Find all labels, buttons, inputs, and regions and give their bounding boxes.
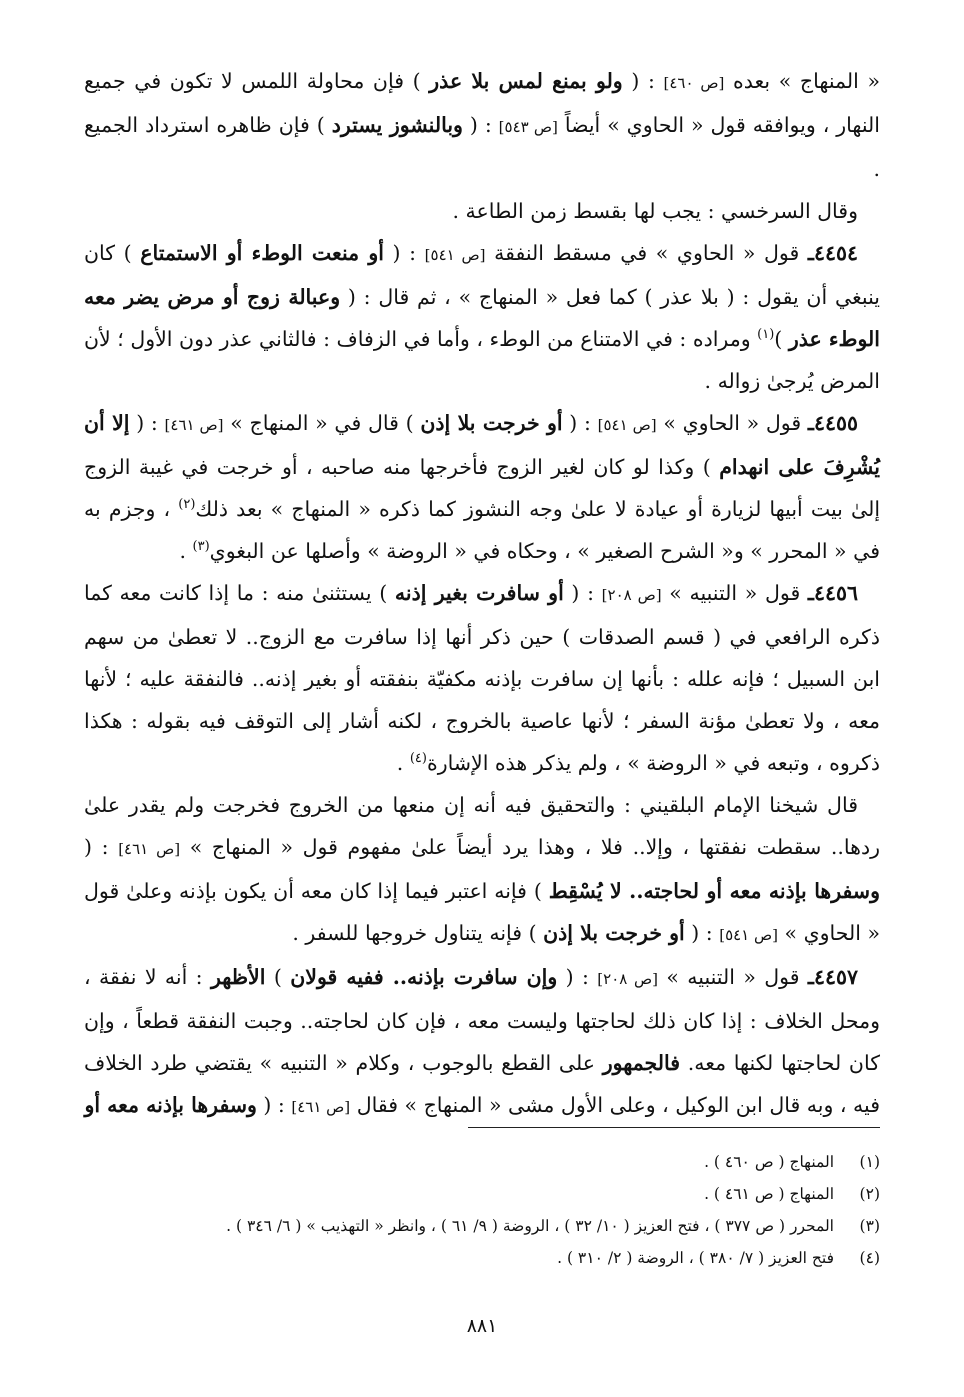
text-run: قول « التنبيه » bbox=[661, 581, 808, 605]
quoted-text: وعبالة زوج أو مرض يضر معه الوطء عذر bbox=[84, 285, 880, 351]
text-run: : ( bbox=[563, 581, 602, 605]
text-run: ) فإنه يتناول خروجها للسفر . bbox=[292, 921, 544, 945]
text-run: ) يستثنىٰ منه : ما إذا كانت معه كما ذكره الرافعي في ( قسم الصدقات ) حين ذكر أنها إذا سافرت مع الزوج.. لا تعطىٰ من سهم ابن السبيل ؛ فإنه علله : بأنها إن سافرت بإذنه مكفيّة بنفقته أو بغير إذنه.. فالنفقة عليه ؛ لأنها معه ، ولا تعطىٰ مؤنة السفر ؛ لأنها عاصية بالخروج ، لكنه أشار إلى التوقف فيه بقوله : هكذا ذكروه ، وتبعه في « الروضة » ، ولم يذكر هذه الإشارة bbox=[84, 581, 880, 775]
paragraph-p4455 bbox=[84, 402, 880, 572]
quoted-text: وإن سافرت بإذنه.. ففيه قولان bbox=[290, 965, 558, 989]
footnote-text: المنهاج ( ص ٤٦١ ) . bbox=[704, 1185, 834, 1203]
main-text bbox=[84, 60, 880, 1128]
text-run: قول « التنبيه » bbox=[657, 965, 808, 989]
page-ref: [ص ٥٤١] bbox=[719, 926, 778, 944]
footnote-number: (٢) bbox=[859, 1185, 880, 1203]
footnote-item bbox=[84, 1210, 880, 1242]
footnotes bbox=[84, 1146, 880, 1274]
issue-number: ٤٤٥٥ـ bbox=[807, 411, 858, 435]
footnote-ref: (٢) bbox=[178, 497, 196, 513]
quoted-text: إلا أن يُشْرِفَ على انهدام bbox=[84, 411, 881, 479]
quoted-text: ولو بمنع لمس بلا عذر bbox=[429, 69, 623, 93]
text-run: على القطع بالوجوب ، وكلام « التنبيه » يقتضي طرد الخلاف فيه ، وبه قال ابن الوكيل ، وعلى الأول مشى « المنهاج » فقال bbox=[84, 1051, 880, 1117]
text-run: : ( bbox=[84, 835, 119, 859]
text-run: ) فإن محاولة اللمس لا تكون في جميع النهار ، ويوافقه قول « الحاوي » أيضاً bbox=[84, 69, 880, 137]
text-run: ومراده : في الامتناع من الوطء ، وأما في الزفاف : فالثاني عذر دون الأول ؛ لأن المرض يُرجىٰ زواله . bbox=[84, 327, 880, 393]
quoted-text: فالجمهور bbox=[602, 1051, 681, 1075]
text-run: : ( bbox=[562, 411, 598, 435]
page-ref: [ص ٤٦١] bbox=[164, 416, 224, 434]
footnote-number: (١) bbox=[859, 1153, 880, 1171]
text-run: : ( bbox=[684, 921, 720, 945]
footnote-item bbox=[84, 1146, 880, 1178]
footnote-number: (٣) bbox=[859, 1217, 880, 1235]
footnote-number: (٤) bbox=[859, 1249, 880, 1267]
text-run: : ( bbox=[129, 411, 165, 435]
issue-number: ٤٤٥٧ـ bbox=[807, 965, 858, 989]
quoted-text: وبالنشوز يسترد bbox=[331, 113, 463, 137]
footnote-text: المنهاج ( ص ٤٦٠ ) . bbox=[704, 1153, 834, 1171]
page-ref: [ص ٤٦١] bbox=[291, 1098, 351, 1116]
text-run: ، وجزم به في « المحرر » و« الشرح الصغير » ، وحكاه في « الروضة » وأصلها عن البغوي bbox=[84, 497, 880, 563]
page-number: ٨٨١ bbox=[466, 1315, 498, 1337]
page-ref: [ص ٢٠٨] bbox=[597, 970, 658, 988]
text-run: : ( bbox=[256, 1093, 292, 1117]
page-ref: [ص ٥٤١] bbox=[424, 246, 486, 264]
paragraph-p4456 bbox=[84, 572, 880, 784]
quoted-text: أو خرجت بلا إذن bbox=[420, 411, 563, 435]
page-ref: [ص ٤٦١] bbox=[118, 840, 181, 858]
text-run: قول « الحاوي » bbox=[656, 411, 808, 435]
footnote-item bbox=[84, 1178, 880, 1210]
quoted-text: أو سافرت بغير إذنه bbox=[394, 581, 564, 605]
text-run: : ( bbox=[622, 69, 664, 93]
quoted-text: أو منعت الوطء أو الاستمتاع bbox=[140, 241, 384, 265]
page-ref: [ص ٤٦٠] bbox=[663, 74, 725, 92]
paragraph-p4454 bbox=[84, 232, 880, 402]
footnote-ref: (١) bbox=[757, 327, 775, 343]
text-run: ) وكذا لو كان لغير الزوج فأخرجها منه صاحبه ، أو خرجت في غيبة الزوج إلىٰ بيت أبيها لزيارة أو عيادة لا علىٰ وجه النشوز كما ذكره « المنهاج » بعد ذلك bbox=[84, 455, 881, 521]
text-run: قال شيخنا الإمام البلقيني : والتحقيق فيه أنه إن منعها من الخروج فخرجت ولم يقدر علىٰ ردها.. سقطت نفقتها ، وإلا.. فلا ، وهذا يرد أيضاً علىٰ مفهوم قول « المنهاج » bbox=[84, 793, 880, 859]
issue-number: ٤٤٥٤ـ bbox=[807, 241, 858, 265]
footnote-text: فتح العزيز ( ٧/ ٣٨٠ ) ، الروضة ( ٢/ ٣١٠ ) . bbox=[557, 1249, 834, 1267]
paragraph-cont bbox=[84, 60, 880, 190]
text-run: قول « الحاوي » في مسقط النفقة bbox=[485, 241, 808, 265]
footnote-ref: (٣) bbox=[192, 539, 210, 555]
footnote-ref: (٤) bbox=[409, 751, 427, 767]
text-run: : ( bbox=[383, 241, 425, 265]
paragraph-p4457 bbox=[84, 956, 880, 1128]
text-run: ) bbox=[774, 327, 789, 351]
text-run: : أنه لا نفقة ، ومحل الخلاف : إذا كان ذلك لحاجتها وليست معه ، فإن كان لحاجته.. وجبت النفقة قطعاً ، وإن كان لحاجتها لكنها معه. bbox=[84, 965, 880, 1075]
footnote-separator bbox=[468, 1127, 880, 1128]
quoted-text: الأظهر bbox=[210, 965, 266, 989]
text-run: وقال السرخسي : يجب لها بقسط زمن الطاعة . bbox=[452, 199, 858, 223]
paragraph-bulqini bbox=[84, 784, 880, 956]
text-run: . bbox=[396, 751, 410, 775]
text-run: « المنهاج » بعده bbox=[724, 69, 880, 93]
page-ref: [ص ٥٤٣] bbox=[498, 118, 558, 136]
text-run: : ( bbox=[557, 965, 598, 989]
text-run: ) فإنه اعتبر فيما إذا كان معه أن يكون بإذنه وعلىٰ قول « الحاوي » bbox=[84, 879, 880, 945]
quoted-text: وسفرها بإذنه معه أو لحاجته.. لا يُسْقِط bbox=[548, 879, 881, 903]
page-ref: [ص ٢٠٨] bbox=[601, 586, 662, 604]
quoted-text: أو خرجت بلا إذن bbox=[543, 921, 685, 945]
text-run: : ( bbox=[462, 113, 499, 137]
issue-number: ٤٤٥٦ـ bbox=[807, 581, 858, 605]
quoted-text: وسفرها بإذنه معه أو bbox=[84, 1093, 257, 1117]
text-run: . bbox=[179, 539, 193, 563]
text-run: ) قال في « المنهاج » bbox=[223, 411, 421, 435]
footnote-item bbox=[84, 1242, 880, 1274]
text-run: ) فإن ظاهره استرداد الجميع . bbox=[84, 113, 880, 181]
page-ref: [ص ٥٤١] bbox=[597, 416, 657, 434]
text-run: ) bbox=[265, 965, 291, 989]
text-run: ) كان ينبغي أن يقول : ( بلا عذر ) كما فعل « المنهاج » ، ثم قال : ( bbox=[84, 241, 880, 309]
paragraph-sarakhsi bbox=[84, 190, 880, 232]
footnote-text: المحرر ( ص ٣٧٧ ) ، فتح العزيز ( ١٠/ ٣٢ ) ، الروضة ( ٩/ ٦١ ) ، وانظر « التهذيب » ( ٦/ ٣٤٦ ) . bbox=[226, 1217, 834, 1235]
